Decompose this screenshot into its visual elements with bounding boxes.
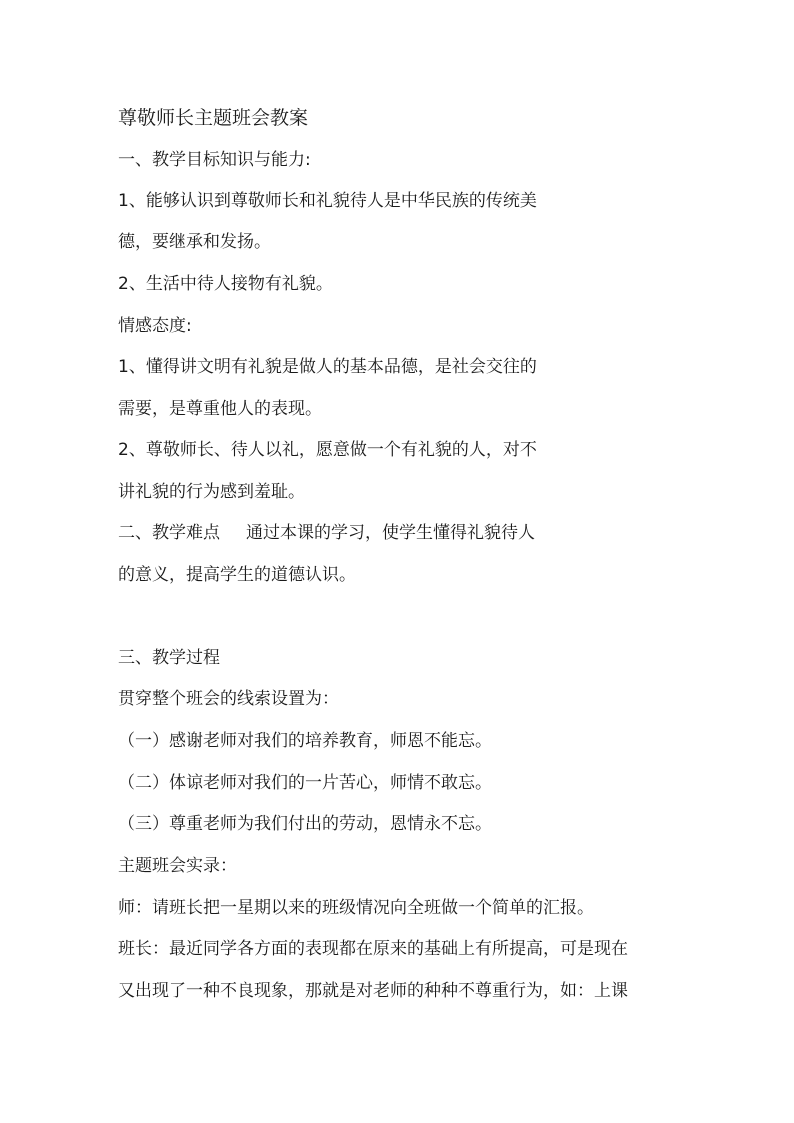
goal1-line2: 德，要继承和发扬。 bbox=[118, 232, 271, 252]
attitude-heading: 情感态度: bbox=[118, 316, 192, 336]
document-title: 尊敬师长主题班会教案 bbox=[118, 107, 309, 129]
attitude1-line2: 需要，是尊重他人的表现。 bbox=[118, 399, 322, 419]
section2-label: 二、教学难点 bbox=[118, 523, 220, 543]
clue-3: （三）尊重老师为我们付出的劳动，恩情永不忘。 bbox=[118, 814, 492, 834]
clue-2: （二）体谅老师对我们的一片苦心，师情不敢忘。 bbox=[118, 773, 492, 793]
goal1-line1: 1、能够认识到尊敬师长和礼貌待人是中华民族的传统美 bbox=[118, 191, 537, 211]
section2-line2: 的意义，提高学生的道德认识。 bbox=[118, 565, 356, 585]
section1-heading: 一、教学目标知识与能力: bbox=[118, 150, 311, 170]
section2-text: 通过本课的学习，使学生懂得礼貌待人 bbox=[246, 523, 535, 543]
section3-heading: 三、教学过程 bbox=[118, 648, 220, 668]
monitor-line2: 又出现了一种不良现象，那就是对老师的种种不尊重行为，如：上课 bbox=[118, 981, 628, 1001]
attitude1-line1: 1、懂得讲文明有礼貌是做人的基本品德，是社会交往的 bbox=[118, 357, 537, 377]
clue-1: （一）感谢老师对我们的培养教育，师恩不能忘。 bbox=[118, 731, 492, 751]
attitude2-line1: 2、尊敬师长、待人以礼，愿意做一个有礼貌的人，对不 bbox=[118, 440, 537, 460]
attitude2-line2: 讲礼貌的行为感到羞耻。 bbox=[118, 482, 305, 502]
record-heading: 主题班会实录： bbox=[118, 856, 237, 876]
section2-line1 bbox=[118, 521, 535, 545]
monitor-line1: 班长：最近同学各方面的表现都在原来的基础上有所提高，可是现在 bbox=[118, 939, 628, 959]
goal2: 2、生活中待人接物有礼貌。 bbox=[118, 274, 333, 294]
clue-intro: 贯穿整个班会的线索设置为： bbox=[118, 689, 339, 709]
teacher-line: 师：请班长把一星期以来的班级情况向全班做一个简单的汇报。 bbox=[118, 898, 594, 918]
